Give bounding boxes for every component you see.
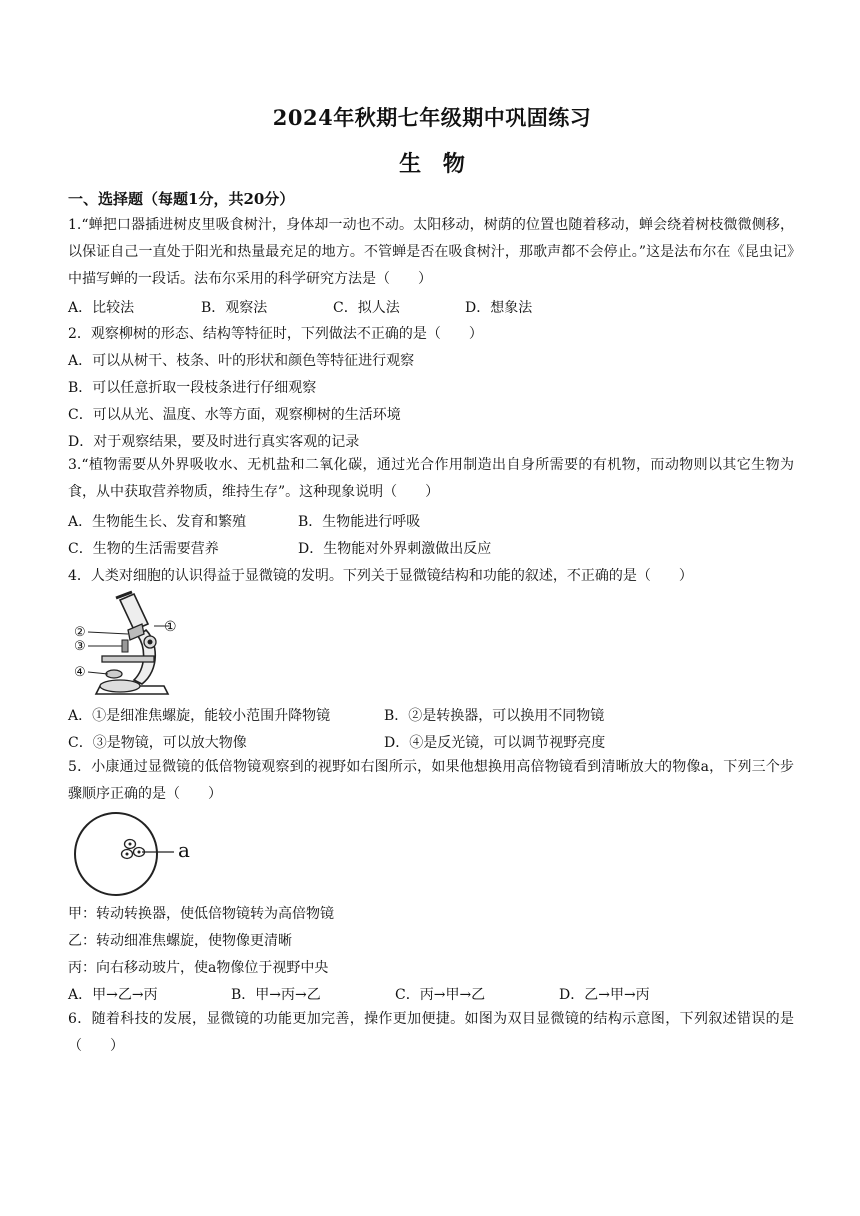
microscope-figure xyxy=(72,590,184,702)
q3-option-b: B．生物能进行呼吸 xyxy=(298,514,421,530)
q4-option-c: C．③是物镜，可以放大物像 xyxy=(68,735,247,751)
q3-option-a: A．生物能生长、发育和繁殖 xyxy=(68,514,247,530)
q3-option-c: C．生物的生活需要营养 xyxy=(68,541,219,557)
question-5-stem: 5．小康通过显微镜的低倍物镜观察到的视野如右图所示，如果他想换用高倍物镜看到清晰放大的物像a，下列三个步骤顺序正确的是（ ） xyxy=(68,759,794,802)
section-heading: 一、选择题（每题1分，共20分） xyxy=(68,190,295,208)
q4-option-a: A．①是细准焦螺旋，能较小范围升降物镜 xyxy=(68,708,331,724)
microscope-label-3: ③ xyxy=(74,639,86,654)
q1-option-d: D．想象法 xyxy=(465,300,533,316)
view-label-a: a xyxy=(178,838,190,862)
q5-step-bing: 丙：向右移动玻片，使a物像位于视野中央 xyxy=(68,960,329,976)
microscope-label-4: ④ xyxy=(74,665,86,680)
q1-option-a: A．比较法 xyxy=(68,300,135,316)
q1-option-c: C．拟人法 xyxy=(333,300,400,316)
question-2-stem: 2．观察柳树的形态、结构等特征时，下列做法不正确的是（ ） xyxy=(68,326,483,342)
q5-option-a: A．甲→乙→丙 xyxy=(68,987,158,1003)
q5-option-d: D．乙→甲→丙 xyxy=(559,987,650,1003)
q2-option-a: A．可以从树干、枝条、叶的形状和颜色等特征进行观察 xyxy=(68,353,415,369)
exam-title: 2024年秋期七年级期中巩固练习 xyxy=(272,105,592,130)
microscope-label-1: ① xyxy=(164,619,177,635)
question-6-stem: 6．随着科技的发展，显微镜的功能更加完善，操作更加便捷。如图为双目显微镜的结构示意图，下列叙述错误的是（ ） xyxy=(68,1011,794,1054)
q4-option-d: D．④是反光镜，可以调节视野亮度 xyxy=(384,735,606,751)
question-4-stem: 4．人类对细胞的认识得益于显微镜的发明。下列关于显微镜结构和功能的叙述，不正确的是（ ） xyxy=(68,568,693,584)
q1-option-b: B．观察法 xyxy=(201,300,268,316)
subject-title: 生 物 xyxy=(399,151,465,177)
q5-step-yi: 乙：转动细准焦螺旋，使物像更清晰 xyxy=(68,933,292,949)
q5-option-c: C．丙→甲→乙 xyxy=(395,987,486,1003)
q4-option-b: B．②是转换器，可以换用不同物镜 xyxy=(384,708,605,724)
q2-option-b: B．可以任意折取一段枝条进行仔细观察 xyxy=(68,380,317,396)
q5-step-jia: 甲：转动转换器，使低倍物镜转为高倍物镜 xyxy=(68,906,334,922)
microscope-label-2: ② xyxy=(74,625,86,640)
question-3-stem: 3.“植物需要从外界吸收水、无机盐和二氧化碳，通过光合作用制造出自身所需要的有机物，而动物则以其它生物为食，从中获取营养物质，维持生存”。这种现象说明（ ） xyxy=(68,457,794,500)
q2-option-d: D．对于观察结果，要及时进行真实客观的记录 xyxy=(68,434,360,450)
question-1-stem: 1.“蝉把口器插进树皮里吸食树汁，身体却一动也不动。太阳移动，树荫的位置也随着移动，蝉会绕着树枝微微侧移，以保证自己一直处于阳光和热量最充足的地方。不管蝉是否在吸食树汁，那歌声都不会停止。”这是法布尔在《昆虫记》中描写蝉的一段话。法布尔采用的科学研究方法是（ ） xyxy=(68,217,794,287)
q2-option-c: C．可以从光、温度、水等方面，观察柳树的生活环境 xyxy=(68,407,401,423)
q3-option-d: D．生物能对外界刺激做出反应 xyxy=(298,541,492,557)
q5-option-b: B．甲→丙→乙 xyxy=(231,987,321,1003)
